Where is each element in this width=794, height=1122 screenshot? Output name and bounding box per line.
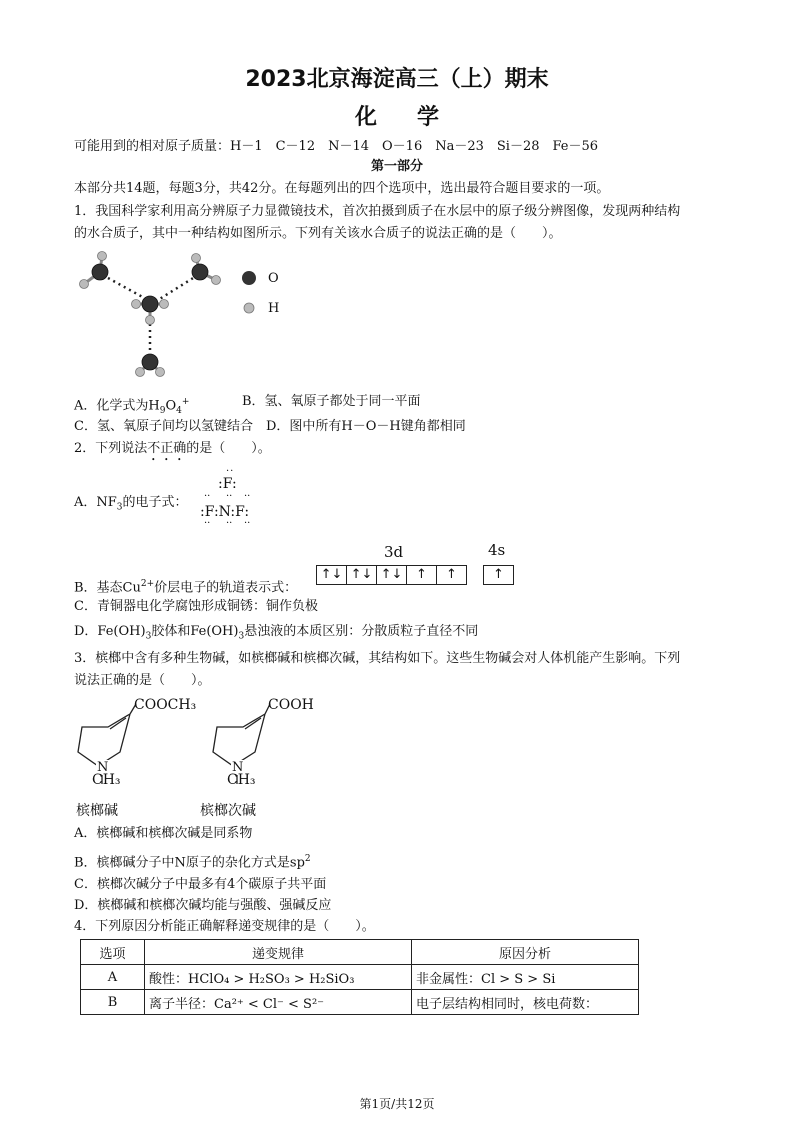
table-cell: A: [81, 965, 145, 990]
q1-option-b: B．氢、氧原子都处于同一平面: [242, 394, 421, 409]
struct1-name: 槟榔碱: [76, 803, 118, 819]
subject-title: 化 学: [354, 105, 440, 130]
q3-stem-line1: 3．槟榔中含有多种生物碱，如槟榔碱和槟榔次碱，其结构如下。这些生物碱会对人体机能产生影响。下列: [74, 651, 681, 666]
table-header: 原因分析: [412, 940, 639, 965]
table-cell: B: [81, 990, 145, 1015]
struct1-ester-group: COOCH₃: [134, 697, 197, 713]
hydrated-proton-diagram: [70, 248, 300, 383]
table-header: 递变规律: [145, 940, 412, 965]
part-heading: 第一部分: [370, 159, 423, 174]
atomic-masses: 可能用到的相对原子质量：H－1 C－12 N－14 O－16 Na－23 Si－28 Fe－56: [74, 139, 599, 154]
table-cell: 电子层结构相同时，核电荷数：: [412, 990, 639, 1015]
legend-o-label: O: [268, 271, 279, 286]
struct1-methyl: CH₃: [92, 772, 121, 788]
struct2-acid-group: COOH: [268, 697, 314, 713]
q3-option-c: C．槟榔次碱分子中最多有4个碳原子共平面: [74, 877, 327, 892]
orbital-box: ↑: [493, 567, 504, 582]
table-header: 选项: [81, 940, 145, 965]
instructions: 本部分共14题，每题3分，共42分。在每题列出的四个选项中，选出最符合题目要求的一项。: [74, 181, 610, 196]
q1-option-d: D．图中所有H－O－H键角都相同: [266, 419, 466, 434]
hydrogen-legend-icon: [244, 303, 254, 313]
orbital-box: ↑: [446, 567, 457, 582]
legend-h-label: H: [268, 301, 280, 316]
q4-table: [80, 939, 639, 1015]
q3-stem-line2: 说法正确的是（ ）。: [74, 673, 211, 688]
q2-option-c: C．青铜器电化学腐蚀形成铜锈：铜作负极: [74, 599, 318, 614]
q3-option-b: B．槟榔碱分子中N原子的杂化方式是$sp^2$: [74, 854, 311, 871]
q1-option-a: A．化学式为$H_9O_4^+$: [74, 397, 190, 416]
q2-option-d: D．$Fe(OH)_3$胶体和$Fe(OH)_3$悬浊液的本质区别：分散质粒子直径不同: [74, 624, 479, 642]
table-cell: 酸性：HClO₄ > H₂SO₃ > H₂SiO₃: [145, 965, 412, 990]
struct2-nitrogen: N: [232, 760, 244, 775]
orbital-3d-label: 3d: [384, 543, 404, 561]
q1-stem-line1: 1．我国科学家利用高分辨原子力显微镜技术，首次拍摄到质子在水层中的原子级分辨图像，发现两种结构: [74, 204, 681, 219]
orbital-4s-boxes: [483, 565, 514, 585]
q2-option-b: B．基态$Cu^{2+}$价层电子的轨道表示式：: [74, 579, 298, 596]
q3-option-d: D．槟榔碱和槟榔次碱均能与强酸、强碱反应: [74, 898, 332, 913]
q4-stem: 4．下列原因分析能正确解释递变规律的是（ ）。: [74, 919, 375, 934]
q1-option-c: C．氢、氧原子间均以氢键结合: [74, 419, 253, 434]
orbital-4s-label: 4s: [488, 541, 506, 559]
q3-option-a: A．槟榔碱和槟榔次碱是同系物: [74, 826, 253, 841]
q2-option-a: A．$NF_3$的电子式：: [74, 495, 188, 513]
q1-stem-line2: 的水合质子，其中一种结构如图所示。下列有关该水合质子的说法正确的是（ ）。: [74, 226, 562, 241]
oxygen-legend-icon: [242, 271, 256, 285]
orbital-box: ↑↓: [317, 566, 347, 584]
table-row: [81, 990, 639, 1015]
struct2-methyl: CH₃: [227, 772, 256, 788]
struct1-nitrogen: N: [97, 760, 109, 775]
exam-title: 2023北京海淀高三（上）期末: [245, 67, 549, 92]
orbital-box: ↑↓: [377, 566, 407, 584]
q2-stem: 2．下列说法不正确的是（ ）。: [74, 441, 271, 456]
orbital-box: ↑: [407, 566, 437, 584]
table-cell: 离子半径：Ca²⁺ < Cl⁻ < S²⁻: [145, 990, 412, 1015]
struct2-name: 槟榔次碱: [200, 803, 256, 819]
nf3-lewis-structure: ·· :F: ·· ·· ·· :F:N:F: ·· ·· ··: [200, 466, 251, 529]
table-header-row: [81, 940, 639, 965]
table-row: [81, 965, 639, 990]
orbital-3d-boxes: [316, 565, 467, 585]
orbital-box: ↑↓: [347, 566, 377, 584]
page-footer: 第1页/共12页: [359, 1097, 435, 1111]
table-cell: 非金属性：Cl > S > Si: [412, 965, 639, 990]
